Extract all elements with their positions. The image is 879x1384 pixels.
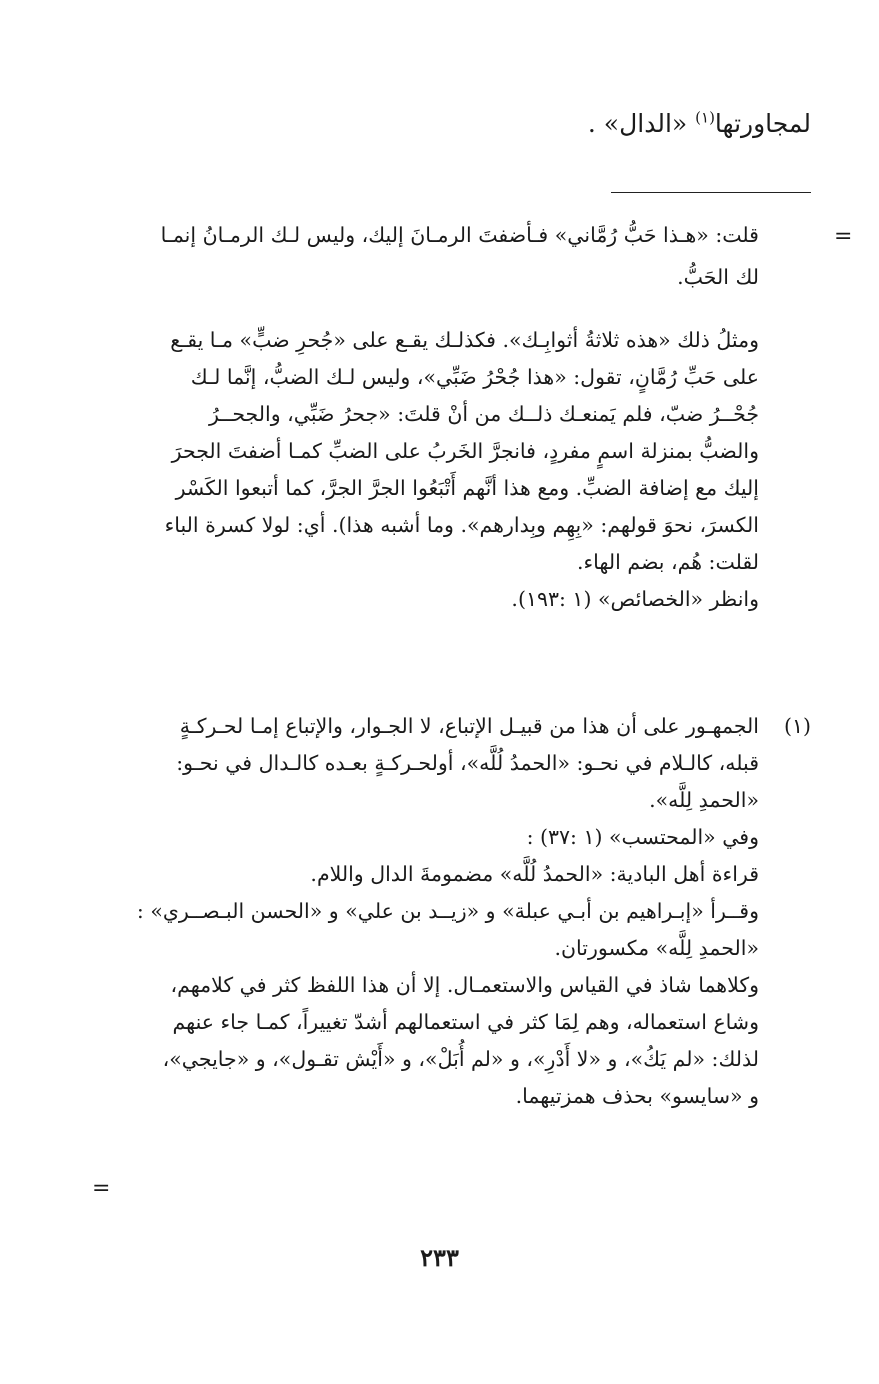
footnote-line: والضبُّ بمنزلة اسمٍ مفردٍ، فانجرَّ الخَربُ على الضبِّ كمـا أضفتَ الجحرَ bbox=[171, 439, 759, 463]
footnote-line: الكسرَ، نحوَ قولهم: «بِهِم وبِدارهم». وما أشبه هذا). أي: لولا كسرة الباء bbox=[164, 513, 759, 537]
footnote-continuation-part-b bbox=[107, 322, 759, 618]
footnote-line: إليك مع إضافة الضبِّ. ومع هذا أنَّهم أَتْبَعُوا الجرَّ الجرَّ، كما أتبعوا الكَسْر bbox=[175, 476, 759, 500]
footnote-line: «الحمدِ لِلَّه». bbox=[649, 788, 759, 812]
footnote-number: (١) bbox=[783, 714, 811, 738]
continuation-mark-bottom: = bbox=[92, 1176, 111, 1201]
footnote-line: قبله، كالـلام في نحـو: «الحمدُ لُلَّه»، أولحـركـةٍ بعـده كالـدال في نحـو: bbox=[176, 751, 759, 775]
continuation-mark-top: = bbox=[834, 224, 853, 249]
footnote-line: وقــرأ «إبـراهيم بن أبـي عبلة» و «زيــد بن علي» و «الحسن البـصــري» : bbox=[136, 899, 759, 923]
footnote-line: لقلت: هُم، بضم الهاء. bbox=[577, 550, 759, 574]
footnote-line: وفي «المحتسب» (١ :٣٧) : bbox=[526, 825, 759, 849]
footnote-separator bbox=[611, 192, 811, 193]
footnote-line: ومثلُ ذلك «هذه ثلاثةُ أثوابِـك». فكذلـك يقـع على «جُحرِ ضبٍّ» مـا يقـع bbox=[170, 328, 759, 352]
main-text-line bbox=[111, 100, 811, 148]
main-text-end: «الدال» . bbox=[587, 109, 696, 138]
footnote-line: و «سايسو» بحذف همزتيهما. bbox=[515, 1084, 759, 1108]
footnote-line: وشاع استعماله، وهم لِمَا كثر في استعمالهم أشدّ تغييراً، كمـا جاء عنهم bbox=[172, 1010, 759, 1034]
footnote-line: لك الحَبُّ. bbox=[677, 265, 759, 289]
footnote-continuation-part-a bbox=[107, 214, 759, 298]
footnote-line: وانظر «الخصائص» (١ :١٩٣). bbox=[511, 587, 759, 611]
page-number: ٢٣٣ bbox=[420, 1243, 459, 1272]
footnote-line: وكلاهما شاذ في القياس والاستعمـال. إلا أن هذا اللفظ كثر في كلامهم، bbox=[170, 973, 759, 997]
footnote-line: جُحْــرُ ضبّ، فلم يَمنعـك ذلــك من أنْ قلتَ: «جحرُ ضَبِّي، والجحــرُ bbox=[209, 402, 759, 426]
footnote-line: على حَبِّ رُمَّانٍ، تقول: «هذا جُحْرُ ضَبِّي»، وليس لـك الضبُّ، إنَّما لـك bbox=[190, 365, 759, 389]
footnote-line: الجمهـور على أن هذا من قبيـل الإتباع، لا الجـوار، والإتباع إمـا لحـركـةٍ bbox=[179, 714, 759, 738]
main-text: لمجاورتها bbox=[714, 109, 811, 138]
footnote-line: قراءة أهل البادية: «الحمدُ لُلَّه» مضمومةَ الدال واللام. bbox=[310, 862, 759, 886]
footnote-reference[interactable]: (١) bbox=[695, 108, 715, 127]
footnote-line: «الحمدِ لِلَّه» مكسورتان. bbox=[554, 936, 759, 960]
footnote-1 bbox=[107, 708, 759, 1115]
footnote-line: لذلك: «لم يَكُ»، و «لا أَدْرِ»، و «لم أُبَلْ»، و «أَيْش تقـول»، و «جايجي»، bbox=[162, 1047, 759, 1071]
footnote-line: قلت: «هـذا حَبُّ رُمَّاني» فـأضفتَ الرمـانَ إليك، وليس لـك الرمـانُ إنمـا bbox=[160, 223, 759, 247]
